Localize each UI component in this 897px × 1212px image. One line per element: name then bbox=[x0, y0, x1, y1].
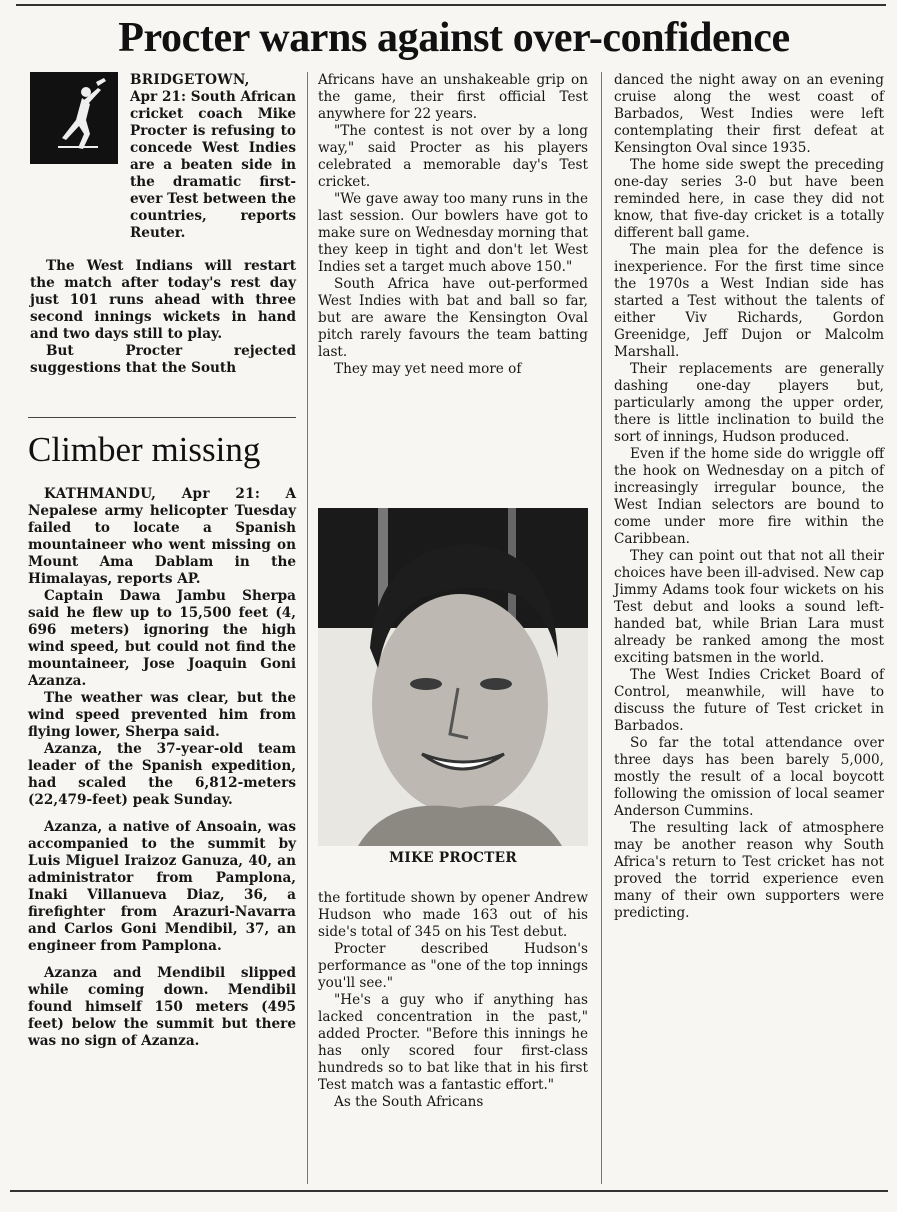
portrait-image bbox=[318, 508, 588, 846]
photo-caption: MIKE PROCTER bbox=[389, 850, 517, 866]
section-divider bbox=[28, 417, 296, 418]
climber-headline: Climber missing bbox=[28, 430, 261, 469]
headline: Procter warns against over-confidence bbox=[118, 15, 790, 61]
paragraph: the fortitude shown by opener Andrew Hudson who made 163 out of his side's total of 345 on his Test debut. bbox=[318, 890, 588, 940]
batsman-icon bbox=[32, 74, 116, 162]
paragraph: The resulting lack of atmosphere may be another reason why South Africa's return to Test cricket has not proved the torrid experience even many of their own supporters were predicting. bbox=[614, 820, 884, 921]
paragraph: Procter described Hudson's performance as "one of the top innings you'll see." bbox=[318, 941, 588, 991]
cricket-logo bbox=[30, 72, 118, 164]
paragraph: Azanza, a native of Ansoain, was accompanied to the summit by Luis Miguel Iraizoz Ganuza, 40, an administrator from Pamplona, Inaki Villanueva Diaz, 36, a firefighter from Arazuri-Navarra and Carlos Goni Mendibil, 37, an engineer from Pamplona. bbox=[28, 819, 296, 954]
procter-photo bbox=[318, 508, 588, 846]
paragraph: The West Indians will restart the match after today's rest day just 101 runs ahead with three second innings wickets in hand and two days still to play. bbox=[30, 258, 296, 342]
paragraph: The West Indies Cricket Board of Control, meanwhile, will have to discuss the future of Test cricket in Barbados. bbox=[614, 667, 884, 734]
procter-col2-top bbox=[318, 72, 588, 378]
paragraph: The main plea for the defence is inexperience. For the first time since the 1970s a West Indian side has started a Test without the talents of either Viv Richards, Gordon Greenidge, Jeff Dujon or Malcolm Marshall. bbox=[614, 242, 884, 360]
paragraph: Africans have an unshakeable grip on the game, their first official Test anywhere for 22 years. bbox=[318, 72, 588, 122]
procter-col1-rest bbox=[30, 258, 296, 377]
paragraph: As the South Africans bbox=[334, 1094, 484, 1110]
bottom-rule bbox=[10, 1190, 888, 1192]
paragraph: "The contest is not over by a long way," said Procter as his players celebrated a memorable day's Test cricket. bbox=[318, 123, 588, 190]
procter-col1-top bbox=[130, 72, 296, 89]
paragraph: The weather was clear, but the wind speed prevented him from flying lower, Sherpa said. bbox=[28, 690, 296, 740]
paragraph: A Nepalese army helicopter Tuesday failed to locate a Spanish mountaineer who went missing on Mount Ama Dablam in the Himalayas, reports AP. bbox=[28, 486, 296, 587]
paragraph: South Africa have out-performed West Indies with bat and ball so far, but are aware the Kensington Oval pitch rarely favours the team batting last. bbox=[318, 276, 588, 360]
paragraph: So far the total attendance over three days has been barely 5,000, mostly the result of a local boycott following the omission of local seamer Anderson Cummins. bbox=[614, 735, 884, 819]
procter-col1-lede bbox=[130, 89, 296, 242]
paragraph: They can point out that not all their choices have been ill-advised. New cap Jimmy Adams took four wickets on his Test debut and looks a sound left-handed bat, while Brian Lara must already be ranked among the most exciting batsmen in the world. bbox=[614, 548, 884, 666]
procter-col2-bottom bbox=[318, 890, 588, 1111]
paragraph: Azanza, the 37-year-old team leader of the Spanish expedition, had scaled the 6,812-meters (22,479-feet) peak Sunday. bbox=[28, 741, 296, 808]
top-rule bbox=[16, 4, 886, 6]
paragraph: Their replacements are generally dashing one-day players but, particularly among the upper order, there is little inclination to build the sort of innings, Hudson produced. bbox=[614, 361, 884, 445]
paragraph: They may yet need more of bbox=[334, 361, 522, 377]
paragraph: Captain Dawa Jambu Sherpa said he flew up to 15,500 feet (4, 696 meters) ignoring the high wind speed, but could not find the mountaineer, Jose Joaquin Goni Azanza. bbox=[28, 588, 296, 689]
paragraph: "We gave away too many runs in the last session. Our bowlers have got to make sure on Wednesday morning that they keep in tight and don't let West Indies set a target much above 150." bbox=[318, 191, 588, 275]
paragraph: But Procter rejected suggestions that the South bbox=[30, 343, 296, 376]
paragraph: danced the night away on an evening cruise along the west coast of Barbados, West Indies were left contemplating their first defeat at Kensington Oval since 1935. bbox=[614, 72, 884, 156]
dateline-bridgetown: BRIDGETOWN, bbox=[130, 72, 250, 88]
paragraph: Apr 21: South African cricket coach Mike Procter is refusing to concede West Indies are a beaten side in the dramatic first-ever Test between the countries, reports Reuter. bbox=[130, 89, 296, 241]
dateline-kathmandu: KATHMANDU, Apr 21: bbox=[44, 486, 261, 502]
paragraph: "He's a guy who if anything has lacked concentration in the past," added Procter. "Before this innings he has only scored four first-class hundreds so to bat like that in his first Test match was a fantastic effort." bbox=[318, 992, 588, 1093]
climber-story bbox=[28, 486, 296, 1050]
procter-col3 bbox=[614, 72, 884, 922]
column-rule bbox=[601, 72, 602, 1184]
paragraph: Azanza and Mendibil slipped while coming down. Mendibil found himself 150 meters (495 feet) below the summit but there was no sign of Azanza. bbox=[28, 965, 296, 1049]
paragraph: The home side swept the preceding one-day series 3-0 but have been reminded here, in case they did not know, that five-day cricket is a totally different ball game. bbox=[614, 157, 884, 241]
paragraph: Even if the home side do wriggle off the hook on Wednesday on a pitch of increasingly irregular bounce, the West Indian selectors are bound to come under more fire within the Caribbean. bbox=[614, 446, 884, 547]
column-rule bbox=[307, 72, 308, 1184]
